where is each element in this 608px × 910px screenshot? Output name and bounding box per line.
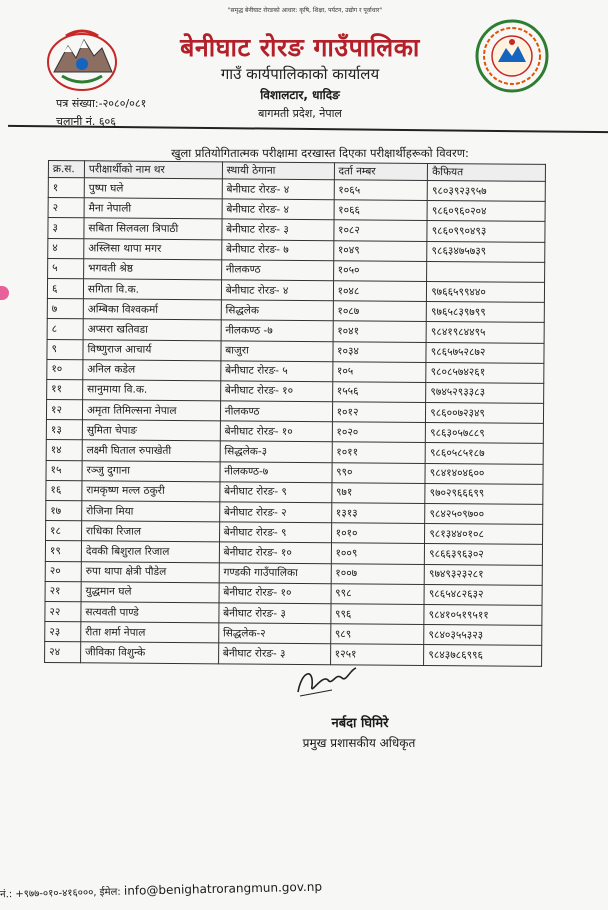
- cell-address: बेनीघाट रोरङ- ३: [222, 219, 334, 240]
- motto: "समृद्ध बेनीघाट रोरङको आधार: कृषि, शिक्षा, पर्यटन, उद्योग र पूर्वाधार": [227, 7, 383, 14]
- cell-serial: ९: [47, 339, 83, 359]
- cell-remark: ९७६५८३९७९९: [427, 302, 545, 323]
- cell-address: बेनीघाट रोरङ- १०: [219, 542, 331, 563]
- cell-name: अस्लिसा थापा मगर: [84, 238, 222, 259]
- cell-name: अप्सरा खतिवडा: [83, 319, 221, 340]
- header-remark: कैफियत: [428, 163, 546, 181]
- cell-registration: १०४८: [333, 281, 427, 302]
- cell-remark: ९७४५२९३३८३: [426, 382, 544, 403]
- cell-address: बेनीघाट रोरङ- १०: [219, 583, 331, 604]
- cell-address: बेनीघाट रोरङ- ५: [221, 361, 333, 382]
- cell-name: रीता शर्मा नेपाल: [81, 622, 219, 643]
- cell-name: सानुमाया वि.क.: [83, 380, 221, 401]
- cell-address: बेनीघाट रोरङ- ९: [220, 482, 332, 503]
- cell-remark: ९८०३९२३९५७: [427, 180, 545, 201]
- cell-registration: १५५६: [332, 382, 426, 403]
- cell-address: बेनीघाट रोरङ- १०: [220, 421, 332, 442]
- cell-serial: ३: [48, 218, 84, 238]
- footer: [0, 874, 608, 901]
- cell-registration: १०८२: [333, 220, 427, 241]
- cell-address: नीलकण्ठ -७: [221, 320, 333, 341]
- cell-registration: ९७१: [331, 483, 425, 504]
- cell-remark: ९८६०९६०२०४: [427, 201, 545, 222]
- cell-name: अम्बिका विश्वकर्मा: [83, 299, 221, 320]
- cell-remark: ९८६५७५२८७२: [426, 342, 544, 363]
- address-line-1: विशालटार, धादिङ: [260, 88, 340, 102]
- cell-serial: ६: [47, 278, 83, 298]
- cell-address: बेनीघाट रोरङ- १०: [220, 381, 332, 402]
- cell-registration: १०१०: [331, 523, 425, 544]
- cell-name: भगवती श्रेष्ठ: [84, 259, 222, 280]
- cell-registration: ९९६: [330, 604, 424, 625]
- cell-registration: १०४१: [333, 321, 427, 342]
- pink-mark: [0, 286, 9, 300]
- cell-remark: [427, 261, 545, 282]
- cell-registration: १००७: [331, 563, 425, 584]
- cell-address: बेनीघाट रोरङ- २: [219, 502, 331, 523]
- cell-serial: १३: [46, 420, 82, 440]
- cell-registration: ९९०: [332, 462, 426, 483]
- header-serial: क्र.स.: [48, 161, 84, 178]
- cell-address: बाजुरा: [221, 340, 333, 361]
- cell-serial: ७: [47, 299, 83, 319]
- cell-serial: १०: [47, 359, 83, 379]
- cell-remark: ९८६०५८५१८७: [425, 443, 543, 464]
- cell-address: बेनीघाट रोरङ- ३: [219, 603, 331, 624]
- cell-address: नीलकण्ठ: [220, 401, 332, 422]
- cell-address: बेनीघाट रोरङ- ३: [218, 643, 330, 664]
- address-line-2: बागमती प्रदेश, नेपाल: [258, 107, 342, 120]
- cell-name: सत्यवती पाण्डे: [81, 602, 219, 623]
- list-title: खुला प्रतियोगितात्मक परीक्षामा दरखास्त दिएका परीक्षार्थीहरूको विवरण:: [171, 146, 469, 160]
- signatory-title: प्रमुख प्रशासकीय अधिकृत: [302, 736, 416, 750]
- letter-number: पत्र संख्या:-२०८०/०८१: [56, 97, 147, 110]
- cell-serial: १: [48, 178, 84, 198]
- municipality-seal-icon: [474, 18, 550, 94]
- header-divider: [8, 125, 608, 133]
- cell-serial: ८: [47, 319, 83, 339]
- cell-serial: १९: [45, 541, 81, 561]
- cell-name: सुमिता चेपाङ: [82, 420, 220, 441]
- cell-remark: ९८६६३९६३०२: [425, 544, 543, 565]
- handwritten-signature: [292, 660, 362, 700]
- cell-registration: १०१२: [332, 402, 426, 423]
- nepal-emblem-icon: [44, 24, 120, 94]
- cell-remark: ९८६३४७५७३९: [427, 241, 545, 262]
- cell-remark: ९८१३४४०१०८: [425, 524, 543, 545]
- cell-serial: १८: [46, 521, 82, 541]
- cell-remark: ९७४९३२३२८१: [424, 564, 542, 585]
- cell-name: रुपा थापा क्षेत्री पौडेल: [81, 561, 219, 582]
- footer-phone: नं.: +९७७-०१०-४१६०००, ईमेल:: [0, 886, 121, 901]
- cell-address: सिद्धलेक-३: [220, 441, 332, 462]
- cell-serial: १२: [46, 400, 82, 420]
- signatory-name: नर्बदा घिमिरे: [331, 716, 389, 731]
- cell-address: नीलकण्ठ: [221, 260, 333, 281]
- cell-remark: ९७०२९६६६९९: [425, 483, 543, 504]
- dispatch-number: चलानी नं. ६०६: [56, 115, 117, 128]
- cell-name: सबिता सिलवला त्रिपाठी: [84, 218, 222, 239]
- header-name: परीक्षार्थीको नाम थर: [84, 161, 222, 179]
- cell-serial: २: [48, 198, 84, 218]
- candidate-table: [44, 160, 546, 666]
- cell-name: रञ्जु दुगाना: [82, 460, 220, 481]
- cell-name: विष्णुराज आचार्य: [83, 339, 221, 360]
- cell-registration: १०८७: [333, 301, 427, 322]
- cell-serial: २१: [45, 581, 81, 601]
- cell-name: देवकी बिशुराल रिजाल: [81, 541, 219, 562]
- cell-serial: १७: [46, 500, 82, 520]
- cell-address: बेनीघाट रोरङ- ९: [219, 522, 331, 543]
- cell-registration: १०६६: [334, 200, 428, 221]
- cell-address: बेनीघाट रोरङ- ७: [221, 239, 333, 260]
- cell-registration: १०२०: [332, 422, 426, 443]
- footer-email[interactable]: info@benighatrorangmun.gov.np: [123, 879, 323, 898]
- cell-serial: ५: [48, 258, 84, 278]
- cell-remark: ९८४३७८६९९६: [424, 645, 542, 666]
- cell-serial: ४: [48, 238, 84, 258]
- cell-name: लक्ष्मी घिताल रुपाखेती: [82, 440, 220, 461]
- cell-serial: १५: [46, 460, 82, 480]
- header-address: स्थायी ठेगाना: [222, 162, 334, 180]
- cell-serial: २३: [45, 622, 81, 642]
- cell-serial: ११: [47, 379, 83, 399]
- cell-remark: ९८६०९९०४९३: [427, 221, 545, 242]
- cell-name: रोजिना मिया: [82, 501, 220, 522]
- office-name: बेनीघाट रोरङ गाउँपालिका: [180, 33, 420, 62]
- cell-address: बेनीघाट रोरङ- ४: [221, 280, 333, 301]
- cell-remark: ९८४२५०९७००: [425, 503, 543, 524]
- cell-registration: १०५०: [333, 260, 427, 281]
- cell-name: युद्धमान घले: [81, 582, 219, 603]
- cell-remark: ९८६३०५७८८९: [426, 423, 544, 444]
- cell-remark: ९८४१९८४४९५: [426, 322, 544, 343]
- cell-name: अमृता तिमिल्सना नेपाल: [82, 400, 220, 421]
- cell-registration: १००९: [331, 543, 425, 564]
- cell-remark: ९८६००७२३४९: [426, 403, 544, 424]
- cell-remark: ९८६५४८२६३२: [424, 584, 542, 605]
- cell-name: राधिका रिजाल: [81, 521, 219, 542]
- cell-address: बेनीघाट रोरङ- ४: [222, 179, 334, 200]
- cell-name: अनिल कडेल: [83, 359, 221, 380]
- cell-name: रामकृष्ण मल्ल ठकुरी: [82, 481, 220, 502]
- cell-name: सगिता वि.क.: [83, 279, 221, 300]
- cell-registration: १२५१: [330, 644, 424, 665]
- cell-remark: ९८४१४०४६००: [425, 463, 543, 484]
- cell-address: बेनीघाट रोरङ- ४: [222, 199, 334, 220]
- cell-remark: ९७६६५९९४४०: [427, 281, 545, 302]
- cell-registration: १३१३: [331, 503, 425, 524]
- cell-name: मैना नेपाली: [84, 198, 222, 219]
- cell-registration: १०६५: [334, 180, 428, 201]
- cell-registration: १०५: [332, 361, 426, 382]
- office-subtitle: गाउँ कार्यपालिकाको कार्यालय: [220, 65, 380, 83]
- cell-address: गण्डकी गाउँपालिका: [219, 562, 331, 583]
- cell-registration: ९८९: [330, 624, 424, 645]
- cell-remark: ९८४१०५१९५११: [424, 604, 542, 625]
- cell-serial: २२: [45, 601, 81, 621]
- cell-remark: ९८०८५७४२६१: [426, 362, 544, 383]
- cell-remark: ९८४०३५५३२३: [424, 625, 542, 646]
- cell-address: सिद्धलेक-२: [218, 623, 330, 644]
- cell-address: नीलकण्ठ-७: [220, 461, 332, 482]
- cell-serial: १४: [46, 440, 82, 460]
- cell-registration: १०११: [332, 442, 426, 463]
- cell-registration: १०४९: [333, 240, 427, 261]
- cell-registration: ९९८: [331, 583, 425, 604]
- cell-address: सिद्धलेक: [221, 300, 333, 321]
- cell-name: जीविका विशुन्के: [81, 642, 219, 663]
- cell-serial: २०: [45, 561, 81, 581]
- cell-serial: १६: [46, 480, 82, 500]
- cell-name: पुष्पा घले: [84, 178, 222, 199]
- cell-serial: २४: [45, 642, 81, 662]
- cell-registration: १०३४: [332, 341, 426, 362]
- header-registration: दर्ता नम्बर: [334, 163, 428, 181]
